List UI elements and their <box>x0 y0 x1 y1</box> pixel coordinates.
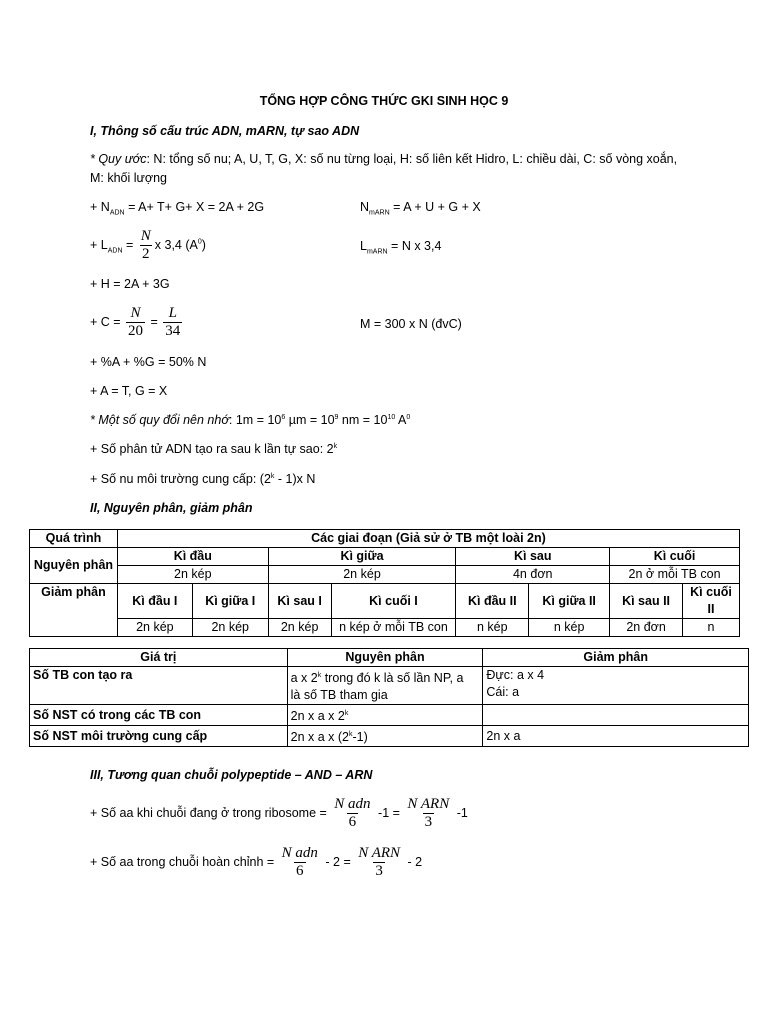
table-row-label: Số NST môi trường cung cấp <box>30 726 288 747</box>
fraction-numerator: N adn <box>334 796 371 812</box>
formula-text: nm = 10 <box>338 413 388 427</box>
formula-text: = <box>122 237 137 252</box>
formula-text: x 3,4 (A <box>154 237 198 252</box>
table-row <box>30 619 740 637</box>
cell-text: -1) <box>352 730 368 745</box>
fraction-denominator: 34 <box>165 323 181 339</box>
convention-text-1: : N: tổng số nu; A, U, T, G, X: số nu từng loại, H: số liên kết Hidro, L: chiều dài, C: số vòng xoắn, <box>146 152 678 166</box>
fraction-denominator: 2 <box>142 246 150 262</box>
formula-text: -1 <box>453 805 468 820</box>
formula-text: µm = 10 <box>285 413 335 427</box>
formula-c <box>90 305 184 340</box>
table-cell: 2n kép <box>117 619 192 637</box>
cell-text: 2n x a x 2 <box>290 709 345 724</box>
table-row <box>30 584 740 619</box>
formula-sup: 10 <box>387 413 396 421</box>
table-cell: Kì giữa <box>268 548 456 566</box>
convention-line-2: M: khối lượng <box>90 171 168 185</box>
table-cell: Kì sau <box>456 548 610 566</box>
table-cell: Kì sau II <box>610 584 683 619</box>
formula-text: = A+ T+ G+ X = 2A + 2G <box>124 200 265 214</box>
fraction <box>405 796 451 831</box>
formula-sup: k <box>270 472 275 480</box>
formula-l-marn <box>360 239 441 256</box>
formula-sup: 6 <box>281 413 286 421</box>
formula-text: = A + U + G + X <box>389 200 481 214</box>
formula-text: -1 = <box>374 805 404 820</box>
formula-sub: ADN <box>107 247 123 255</box>
section-3-heading: III, Tương quan chuỗi polypeptide – AND – ARN <box>90 768 373 782</box>
table-row <box>30 548 740 566</box>
unit-conversions <box>90 413 410 427</box>
fraction <box>163 305 182 340</box>
formula-aa-ribosome <box>90 796 468 831</box>
table-cell: Kì đầu II <box>456 584 529 619</box>
cell-text: là số TB tham gia <box>290 688 388 703</box>
table-row <box>30 649 749 667</box>
convention-line-1 <box>90 152 677 166</box>
formula-n-adn <box>90 200 264 217</box>
table-cell: 2n đơn <box>610 619 683 637</box>
formula-text: N <box>360 200 370 214</box>
table-cell: Kì sau I <box>268 584 331 619</box>
table-cell: n kép <box>456 619 529 637</box>
formula-text: + C = <box>90 314 125 329</box>
formula-n-marn <box>360 200 481 217</box>
cell-division-table <box>29 529 740 637</box>
table-header-cell: Giá trị <box>30 649 288 667</box>
formula-copies <box>90 442 337 456</box>
formula-text: ) <box>201 237 206 252</box>
fraction-numerator: N ARN <box>407 796 450 812</box>
formula-pct: + %A + %G = 50% N <box>90 355 207 369</box>
table-cell <box>287 705 483 726</box>
table-cell: 2n kép <box>192 619 268 637</box>
formula-sub: mARN <box>369 209 390 217</box>
formula-sup: k <box>333 442 338 450</box>
fraction <box>139 228 153 263</box>
cell-text: trong đó k là số lần NP, a <box>321 671 464 686</box>
table-cell <box>483 705 749 726</box>
fraction-numerator: N <box>140 228 151 244</box>
table-row-label: Giảm phân <box>30 584 118 637</box>
table-header-cell: Nguyên phân <box>287 649 483 667</box>
fraction <box>332 796 372 831</box>
formula-l-adn <box>90 228 206 263</box>
table-cell: 2n kép <box>268 619 331 637</box>
formula-text: A <box>395 413 407 427</box>
table-header-cell: Quá trình <box>30 530 118 548</box>
table-row <box>30 530 740 548</box>
formula-equal-pairs: + A = T, G = X <box>90 384 168 398</box>
table-cell: n kép ở mỗi TB con <box>331 619 456 637</box>
table-cell: n kép <box>529 619 610 637</box>
fraction-numerator: N adn <box>281 845 318 861</box>
cell-text: Cái: a <box>486 685 520 699</box>
table-cell: 2n kép <box>117 566 268 584</box>
table-cell <box>287 667 483 705</box>
formula-text: + Số aa khi chuỗi đang ở trong ribosome = <box>90 805 331 820</box>
formula-text: = N x 3,4 <box>387 239 442 253</box>
formula-text: + L <box>90 237 108 252</box>
formula-text: - 1)x N <box>274 472 316 486</box>
formula-aa-complete <box>90 845 422 880</box>
fraction-denominator: 6 <box>348 814 357 830</box>
table-row-label: Số NST có trong các TB con <box>30 705 288 726</box>
convention-label: * Quy ước <box>90 152 147 166</box>
fraction-numerator: N ARN <box>358 845 401 861</box>
table-cell: Kì cuối I <box>331 584 456 619</box>
cell-count-table <box>29 648 749 747</box>
table-header-cell: Các giai đoạn (Giả sử ở TB một loài 2n) <box>117 530 739 548</box>
fraction-denominator: 20 <box>128 323 144 339</box>
formula-text: + Số phân tử ADN tạo ra sau k lần tự sao: 2 <box>90 442 334 456</box>
table-row <box>30 566 740 584</box>
table-cell: Kì đầu I <box>117 584 192 619</box>
cell-text: Đực: a x 4 <box>486 668 545 682</box>
formula-text: L <box>360 239 367 253</box>
fraction <box>126 305 145 340</box>
fraction <box>356 845 402 880</box>
formula-env-nu <box>90 472 315 486</box>
table-cell: 2n kép <box>268 566 456 584</box>
formula-sup: 9 <box>334 413 339 421</box>
formula-text: : 1m = 10 <box>228 413 282 427</box>
cell-sup: k <box>349 731 353 739</box>
cell-sup: k <box>344 710 349 718</box>
table-cell: Kì cuối II <box>683 584 740 619</box>
table-row <box>30 705 749 726</box>
table-row <box>30 667 749 705</box>
table-cell <box>483 667 749 705</box>
cell-sup: k <box>317 672 322 679</box>
section-1-heading: I, Thông số cấu trúc ADN, mARN, tự sao ADN <box>90 124 360 138</box>
formula-h: + H = 2A + 3G <box>90 277 170 291</box>
formula-text: - 2 <box>404 854 423 869</box>
table-cell: Kì đầu <box>117 548 268 566</box>
fraction <box>280 845 320 880</box>
table-cell: 2n x a <box>483 726 749 747</box>
table-cell <box>287 726 483 747</box>
formula-text: = <box>147 314 162 329</box>
formula-text: + Số nu môi trường cung cấp: (2 <box>90 472 271 486</box>
table-row-label: Nguyên phân <box>30 548 118 584</box>
formula-sub: ADN <box>109 209 125 217</box>
formula-text: + Số aa trong chuỗi hoàn chỉnh = <box>90 854 278 869</box>
page-title: TỔNG HỢP CÔNG THỨC GKI SINH HỌC 9 <box>259 94 509 108</box>
table-cell: 2n ở mỗi TB con <box>610 566 740 584</box>
table-cell: Kì giữa I <box>192 584 268 619</box>
cell-text: a x 2 <box>290 671 318 686</box>
fraction-numerator: N <box>130 305 141 321</box>
fraction-denominator: 6 <box>296 863 304 879</box>
table-header-cell: Giảm phân <box>483 649 749 667</box>
formula-sup: 0 <box>406 413 411 421</box>
formula-text: - 2 = <box>321 854 355 869</box>
fraction-numerator: L <box>168 305 177 321</box>
cell-text: 2n x a x (2 <box>290 730 349 745</box>
formula-sub: mARN <box>366 248 388 256</box>
units-label: * Một số quy đổi nên nhớ <box>90 413 229 427</box>
table-cell: Kì giữa II <box>529 584 610 619</box>
fraction-denominator: 3 <box>424 814 433 830</box>
table-cell: Kì cuối <box>610 548 740 566</box>
fraction-denominator: 3 <box>375 863 383 879</box>
table-cell: n <box>683 619 740 637</box>
section-2-heading: II, Nguyên phân, giảm phân <box>90 501 253 515</box>
formula-sup: 0 <box>197 238 202 246</box>
table-cell: 4n đơn <box>456 566 610 584</box>
formula-text: + N <box>90 200 110 214</box>
table-row-label: Số TB con tạo ra <box>30 667 288 705</box>
table-row <box>30 726 749 747</box>
formula-m: M = 300 x N (đvC) <box>360 317 462 331</box>
